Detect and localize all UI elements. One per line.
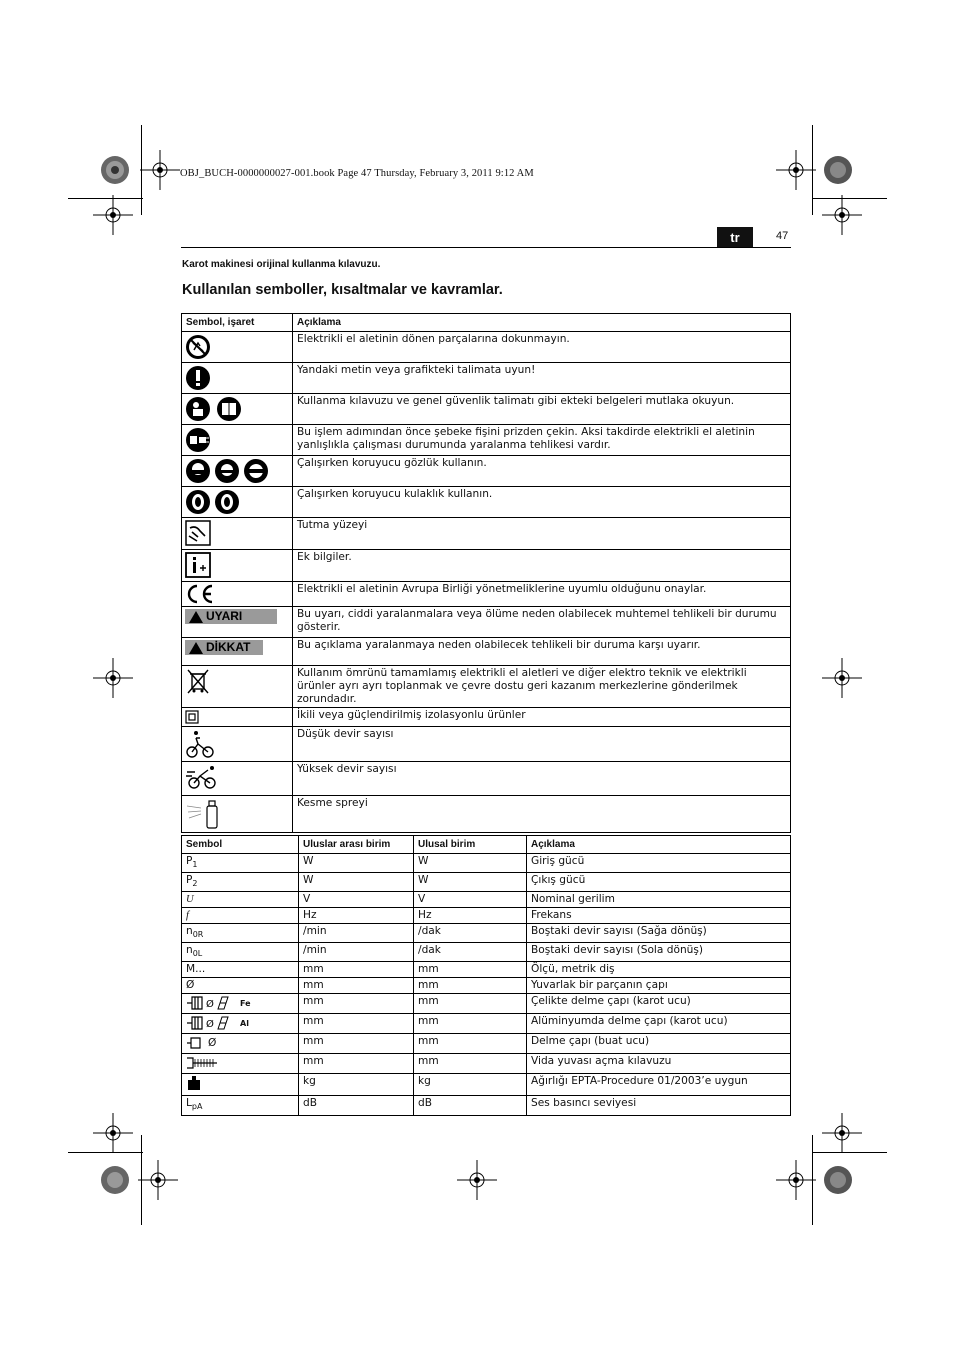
table-row: Kesme spreyi bbox=[182, 796, 791, 833]
table-row: Ø Fe mm mm Çelikte delme çapı (karot ucu) bbox=[182, 994, 791, 1014]
column-header: Sembol bbox=[182, 836, 299, 854]
info-icon bbox=[185, 552, 211, 578]
registration-target-icon bbox=[95, 150, 135, 190]
table-row: İkili veya güçlendirilmiş izolasyonlu ürünler bbox=[182, 708, 791, 727]
table-row: Kullanma kılavuzu ve genel güvenlik talimatı gibi ekteki belgeleri mutlaka okuyun. bbox=[182, 394, 791, 425]
table-row: Ek bilgiler. bbox=[182, 550, 791, 582]
table-row: Tutma yüzeyi bbox=[182, 518, 791, 550]
table-row: Ø Al mm mm Alüminyumda delme çapı (karot ucu) bbox=[182, 1014, 791, 1034]
units-table bbox=[181, 835, 791, 1116]
table-row: Kullanım ömrünü tamamlamış elektrikli el aletleri ve diğer elektro teknik ve elektrikli ürünler ayrı ayrı toplanmak ve çevre dostu geri kazanım merkezlerine gönderilmek zorundadır. bbox=[182, 666, 791, 708]
high-speed-icon bbox=[185, 764, 219, 790]
table-row: Yandaki metin veya grafikteki talimata uyun! bbox=[182, 363, 791, 394]
warning-triangle-icon bbox=[189, 611, 203, 623]
warning-triangle-icon bbox=[189, 642, 203, 654]
table-header-row bbox=[182, 314, 791, 332]
table-row: Ø mm mm Delme çapı (buat ucu) bbox=[182, 1034, 791, 1054]
crosshair-icon bbox=[822, 195, 862, 235]
table-row: f Hz Hz Frekans bbox=[182, 908, 791, 924]
header-rule bbox=[181, 247, 791, 248]
crosshair-icon bbox=[776, 150, 816, 190]
crosshair-icon bbox=[822, 1113, 862, 1153]
no-touch-rotating-icon bbox=[185, 334, 211, 360]
column-header: Ulusal birim bbox=[414, 836, 527, 854]
crosshair-icon bbox=[140, 150, 180, 190]
weee-bin-icon bbox=[185, 668, 211, 694]
core-bit-aluminium-icon bbox=[186, 1015, 240, 1031]
crosshair-icon bbox=[776, 1160, 816, 1200]
double-insulation-icon bbox=[185, 710, 199, 724]
low-speed-icon bbox=[185, 729, 215, 759]
table-row: Ø mm mm Yuvarlak bir parçanın çapı bbox=[182, 978, 791, 994]
symbols-table bbox=[181, 313, 791, 833]
svg-text:Ø: Ø bbox=[206, 1019, 214, 1031]
crosshair-icon bbox=[93, 195, 133, 235]
unplug-icon bbox=[185, 427, 211, 453]
page-number: 47 bbox=[776, 230, 789, 242]
table-row: $n_{0L}$ /min /dak Boştaki devir sayısı (Sola dönüş) bbox=[182, 943, 791, 962]
table-row: Elektrikli el aletinin dönen parçalarına dokunmayın. bbox=[182, 332, 791, 363]
table-row: Çalışırken koruyucu gözlük kullanın. bbox=[182, 456, 791, 487]
table-row: $P_2$ W W Çıkış gücü bbox=[182, 873, 791, 892]
registration-target-icon bbox=[95, 1160, 135, 1200]
table-row: U V V Nominal gerilim bbox=[182, 892, 791, 908]
registration-target-icon bbox=[818, 150, 858, 190]
table-row: $n_{0R}$ /min /dak Boştaki devir sayısı (Sağa dönüş) bbox=[182, 924, 791, 943]
column-header: Açıklama bbox=[293, 314, 791, 332]
ce-mark-icon bbox=[185, 584, 215, 604]
svg-text:Ø: Ø bbox=[206, 999, 214, 1011]
caution-label: DİKKAT bbox=[185, 640, 263, 655]
exclamation-icon bbox=[185, 365, 211, 391]
read-manual-icon bbox=[185, 396, 243, 422]
ear-protection-icon bbox=[185, 489, 241, 515]
table-row: Çalışırken koruyucu kulaklık kullanın. bbox=[182, 487, 791, 518]
registration-target-icon bbox=[818, 1160, 858, 1200]
column-header: Açıklama bbox=[527, 836, 791, 854]
spray-icon bbox=[185, 798, 223, 830]
table-row: Elektrikli el aletinin Avrupa Birliği yönetmeliklerine uyumlu olduğunu onaylar. bbox=[182, 582, 791, 607]
document-subtitle: Karot makinesi orijinal kullanma kılavuzu. bbox=[182, 259, 381, 270]
table-row: Düşük devir sayısı bbox=[182, 727, 791, 762]
crosshair-icon bbox=[457, 1160, 497, 1200]
table-row: Bu işlem adımından önce şebeke fişini prizden çekin. Aksi takdirde elektrikli el aletinin yanlışlıkla çalışması durumunda yaralanma tehlikesi vardır. bbox=[182, 425, 791, 456]
table-row: $P_1$ W W Giriş gücü bbox=[182, 854, 791, 873]
table-row: $L_{pA}$ dB dB Ses basıncı seviyesi bbox=[182, 1096, 791, 1115]
warning-label: UYARI bbox=[185, 609, 277, 624]
language-badge: tr bbox=[717, 227, 753, 247]
table-header-row bbox=[182, 836, 791, 854]
crosshair-icon bbox=[822, 658, 862, 698]
table-row: M... mm mm Ölçü, metrik diş bbox=[182, 962, 791, 978]
crosshair-icon bbox=[138, 1160, 178, 1200]
section-title: Kullanılan semboller, kısaltmalar ve kavramlar. bbox=[182, 282, 503, 298]
weight-icon bbox=[186, 1075, 202, 1091]
crosshair-icon bbox=[93, 658, 133, 698]
table-row: DİKKAT Bu açıklama yaralanmaya neden olabilecek tehlikeli bir duruma karşı uyarır. bbox=[182, 638, 791, 666]
crosshair-icon bbox=[93, 1113, 133, 1153]
table-row: mm mm Vida yuvası açma kılavuzu bbox=[182, 1054, 791, 1074]
book-info-line: OBJ_BUCH-0000000027-001.book Page 47 Thursday, February 3, 2011 9:12 AM bbox=[180, 168, 534, 179]
table-row: Yüksek devir sayısı bbox=[182, 762, 791, 796]
tap-icon bbox=[186, 1055, 220, 1071]
table-row: kg kg Ağırlığı EPTA-Procedure 01/2003’e uygun bbox=[182, 1074, 791, 1096]
table-row: UYARI Bu uyarı, ciddi yaralanmalara veya ölüme neden olabilecek muhtemel tehlikeli bir durumu gösterir. bbox=[182, 607, 791, 638]
column-header: Uluslar arası birim bbox=[299, 836, 414, 854]
column-header: Sembol, işaret bbox=[182, 314, 293, 332]
core-bit-steel-icon bbox=[186, 995, 240, 1011]
box-bit-icon bbox=[186, 1035, 208, 1051]
goggles-icon bbox=[185, 458, 269, 484]
grip-surface-icon bbox=[185, 520, 211, 546]
